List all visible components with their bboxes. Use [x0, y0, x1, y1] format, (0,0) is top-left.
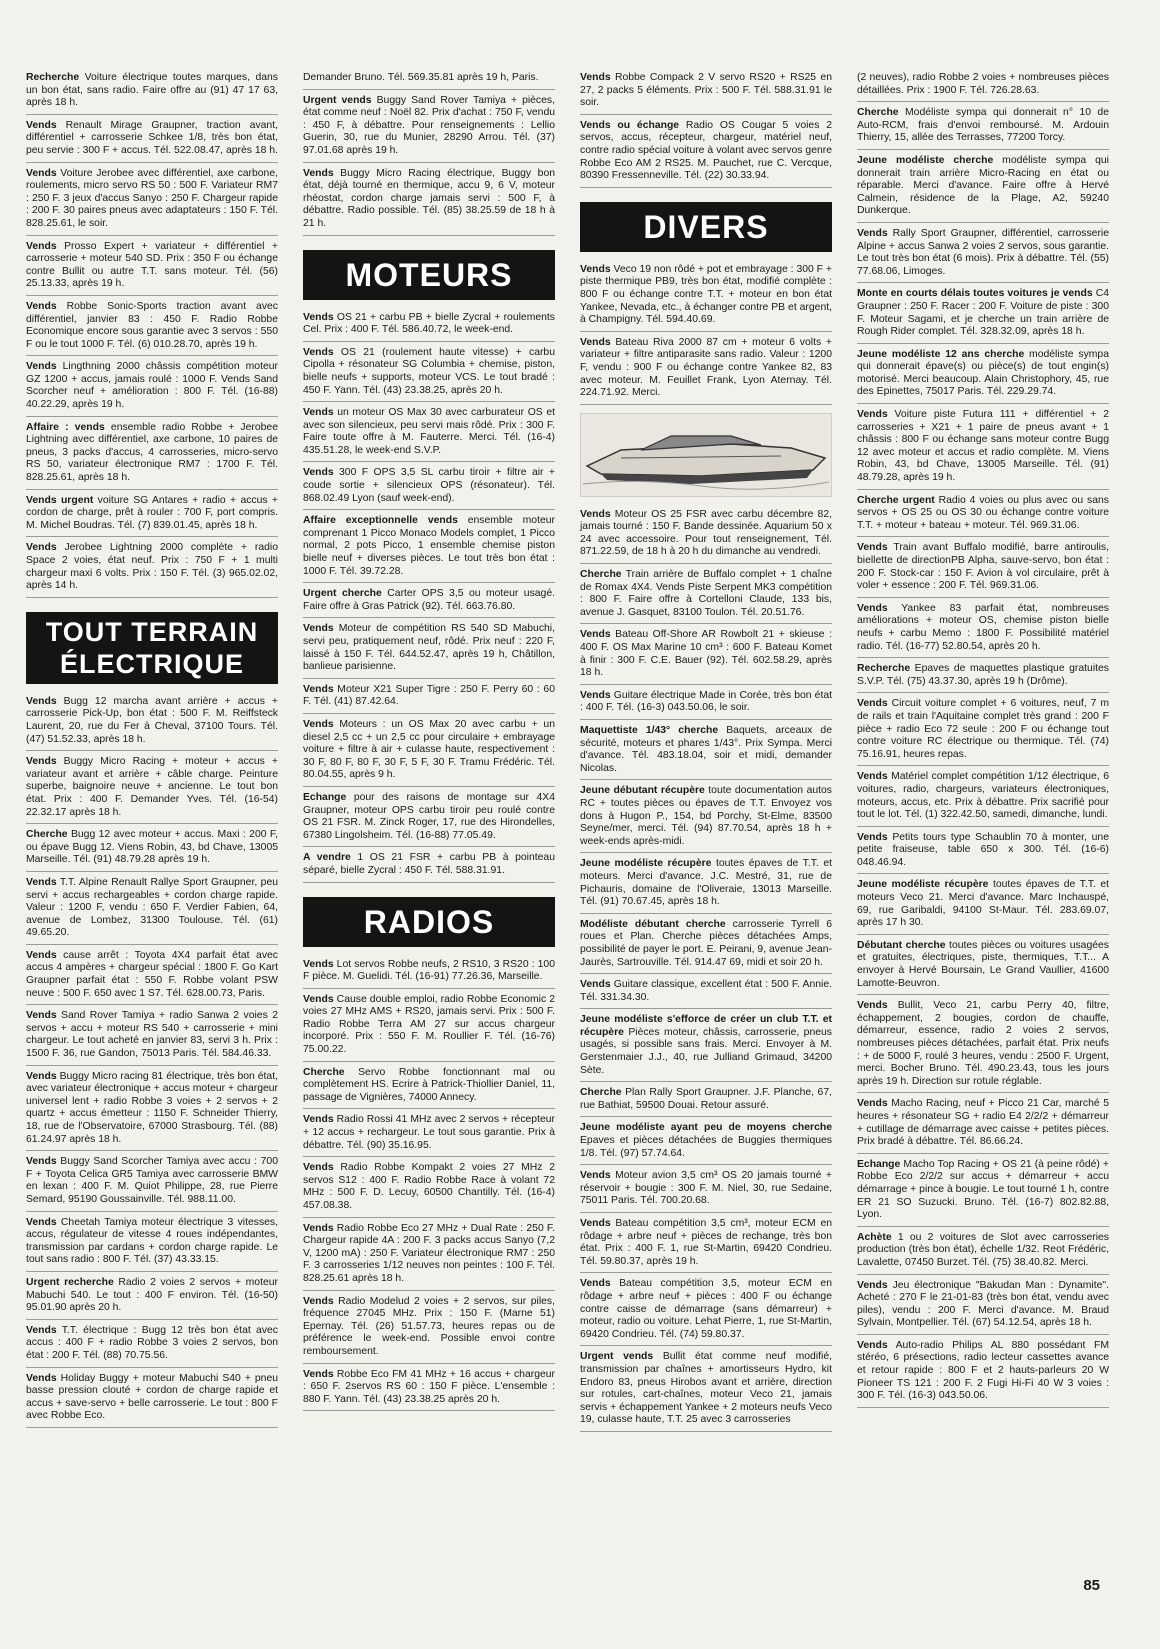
ad-lead: A vendre: [303, 852, 351, 864]
classified-ad: [26, 1010, 278, 1065]
classified-ad: [857, 542, 1109, 597]
ad-lead: Modéliste débutant cherche: [580, 918, 726, 930]
ad-lead: Vends: [26, 756, 57, 768]
ad-text: Bullit état comme neuf modifié, transmission par chaînes + amortisseurs Hydro, kit Endoro 83, pneus Hirobos avant et arrière, direction sur rotules, cart-chaînes, moteur Veco 21, jamais servis + échappement Yankee + 2 moteurs neufs Veco 19, culasse haute, T.T. 25 avec 3 carrosseries: [580, 1351, 832, 1426]
classified-ad: [26, 950, 278, 1005]
ad-lead: Vends: [303, 1368, 334, 1380]
ad-lead: Vends: [580, 629, 611, 641]
banner-line-2: ÉLECTRIQUE: [59, 648, 244, 679]
ad-text: toute documentation autos RC + toutes pièces ou épaves de T.T. Envoyez vos dons à Hugon P., 154, bd Porchy, St-Elme, 83500 Seyne/mer, merci. Tél. (94) 87.70.54, après 18 h + week-ends après-midi.: [580, 785, 832, 847]
classified-ad: [303, 168, 555, 236]
classified-ad: [857, 228, 1109, 283]
ad-text: T.T. Alpine Renault Rallye Sport Graupner, peu servi + accus rechargeables + cordon charge rapide. Valeur : 1200 F, vendu : 650 F. Verdier Fabien, 64, avenue de Lombez, 31300 Toulouse. Tél. (61) 49.65.20.: [26, 876, 278, 939]
ad-text: Sand Rover Tamiya + radio Sanwa 2 voies 2 servos + accu + moteur RS 540 + carrosserie + mini chargeur. Le tout acheté en janvier 83, servi 3 h. Prix : 1500 F. 36, rue Gandon, 75013 Paris. Tél. 584.46.33.: [26, 1010, 278, 1060]
classified-ad: [580, 120, 832, 188]
ad-text: Moteurs : un OS Max 20 avec carbu + un diesel 2,5 cc + un 2,5 cc pour circulaire + embrayage voiture + filtre à air + culasse haute, respectivement : 30 F, 80 F, 80 F, 30 F, 5 F, 30 F. Tramu Frédéric. Tél. 80.04.55, après 9 h.: [303, 718, 555, 781]
ad-lead: Vends: [580, 979, 611, 991]
ad-lead: Vends: [303, 683, 334, 695]
ad-text: Robbe Compack 2 V servo RS20 + RS25 en 27, 2 packs 5 éléments. Prix : 500 F. Tél. 588.31.91 le soir.: [580, 72, 832, 109]
ad-text: Bateau Riva 2000 87 cm + moteur 6 volts + variateur + filtre antiparasite sans radio. Valeur : 1200 F, vendu : 900 F ou échange contre Yankee 82, 83 avec moteur. M. Feuillet Frank, Lyon Aternay. Tél. 224.71.92. Merci.: [580, 336, 832, 399]
ad-text: toutes épaves de T.T. et moteurs. Merci d'avance. J.C. Mestré, 31, rue de Pichauris, domaine de l'Oliveraie, 13013 Marseille. Tél. (91) 70.67.45, après 18 h.: [580, 858, 832, 908]
classified-ad: [26, 241, 278, 296]
ad-lead: Vends ou échange: [580, 119, 680, 131]
ad-text: Train avant Buffalo modifié, barre antiroulis, biellette de directionPB Alpha, sauve-servo, bon état : 200 F. Stock-car : 150 F. Avion à vol circulaire, prêt à voler + essence : 200 F. Tél. 969.31.06.: [857, 542, 1109, 592]
classified-ad: [26, 877, 278, 945]
ad-lead: Vends: [857, 1000, 888, 1012]
ad-text: Bugg 12 marcha avant arrière + accus + carrosserie Pick-Up, bon état : 500 F. M. Reiffsteck Laurent, 20, rue du Fer à Cheval, 37100 Tours. Tél. (47) 51.52.33, après 18 h.: [26, 695, 278, 745]
ad-text: Cause double emploi, radio Robbe Economic 2 voies 27 MHz AMS + RS20, jamais servi. Prix : 500 F. Radio Robbe Terra AM 27 sur accus chargeur incorporé. Prix : 550 F. M. Roullier F. Tél. (16-76) 75.00.22.: [303, 993, 555, 1056]
ads-list: [303, 312, 555, 883]
ad-lead: Cherche: [580, 569, 622, 581]
ad-text: Macho Top Racing + OS 21 (à peine rôdé) + Robbe Eco 2/2/2 sur accus + démarreur + accu démarrage + pince à bougie. Le tout tourné 1 h, contre ER 21 SO Suzucki. Bruno. Tél. (16-7) 802.82.88, Lyon.: [857, 1158, 1109, 1221]
ad-text: Veco 19 non rôdé + pot et embrayage : 300 F + piste thermique PB9, très bon état, modifié complète : 800 F ou échange contre T.T. + moteur en bon état Yankee, Nevada, etc., à échanger contre PB et argent, à Champigny. Tél. 594.40.69.: [580, 263, 832, 326]
classified-ad: [857, 940, 1109, 995]
section-banner-divers: DIVERS: [580, 202, 832, 252]
ad-lead: Jeune modéliste ayant peu de moyens cherche: [580, 1122, 832, 1134]
column-4: [857, 72, 1109, 1413]
classified-ad: [857, 1000, 1109, 1093]
ad-lead: Jeune modéliste récupère: [580, 858, 712, 870]
ad-text: modéliste sympa qui donnerait train arrière Micro-Racing en état ou réparable. Merci d'avance. Faire offre à Hervé Calmein, résidence de la Plage, A2, 59240 Dunkerque.: [857, 154, 1109, 217]
ad-text: Bullit, Veco 21, carbu Perry 40, filtre, échappement, 2 bougies, cordon de chauffe, démarreur, essence, radio 2 voies 2 servos, nombreuses pièces détachées, parfait état. Prix neufs : + de 5000 F, roulé 3 heures, vendu : 2500 F. Urgent, merci. Bocher Bruno. Tél. 490.23.43, tous les jours après 19 h. Direction sur rotule réglable.: [857, 1000, 1109, 1087]
ad-text: Buggy Micro Racing + moteur + accus + variateur avant et arrière + câble charge. Peinture superbe, baignoire neuve + ancienne. Le tout bon état. Prix : 400 F. Demander Yves. Tél. (16-54) 22.32.17 après 18 h.: [26, 756, 278, 818]
ad-text: modéliste sympa qui donnerait épave(s) ou pièce(s) de tout engin(s) motorisé. Merci beaucoup. Alain Christophory, 45, rue des Epinettes, 75017 Paris. Tél. 229.29.74.: [857, 348, 1109, 398]
ad-lead: Vends: [303, 407, 334, 419]
ad-lead: Vends: [26, 542, 57, 554]
ad-text: Bateau Off-Shore AR Rowbolt 21 + skieuse : 400 F. OS Max Marine 10 cm³ : 600 F. Bateau Komet à finir : 300 F. C.E. Bauer (92). Tél. 602.58.29, après 18 h.: [580, 629, 832, 679]
ad-lead: Vends: [26, 695, 57, 707]
ad-text: Demander Bruno. Tél. 569.35.81 après 19 h, Paris.: [303, 72, 539, 83]
classified-ad: [857, 409, 1109, 490]
ad-lead: Vends: [303, 167, 334, 179]
classified-ad: [857, 107, 1109, 150]
ad-text: Rally Sport Graupner, différentiel, carrosserie Alpine + accus Sanwa 2 voies 2 servos, sous garantie. Le tout très bon état (6 mois). Prix à débattre. Tél. (55) 77.68.06, Limoges.: [857, 227, 1109, 277]
section-banner-radios: RADIOS: [303, 897, 555, 947]
ad-text: Robbe Sonic-Sports traction avant avec différentiel, janvier 83 : 450 F. Radio Robbe Economique encore sous garantie avec 3 servos : 550 F ou le tout 1000 F. Tél. (6) 010.28.70, après 19 h.: [26, 300, 278, 350]
classified-ad: [303, 95, 555, 163]
ad-lead: Affaire : vends: [26, 421, 105, 433]
ad-text: Bateau compétition 3,5, moteur ECM en rôdage + arbre neuf + pièces : 400 F ou échange contre caisse de démarrage (sans démarreur) + moteur, radio ou voiture. Lehat Pierre, 1, rue St-Martin, 69420 Condrieu. Tél. (74) 59.80.37.: [580, 1278, 832, 1340]
ad-lead: Vends: [26, 167, 57, 179]
ad-text: 300 F OPS 3,5 SL carbu tiroir + filtre air + coude sortie + silencieux OPS (résonateur). Tél. 868.02.49 Lyon (sauf week-end).: [303, 467, 555, 504]
classified-ad: [303, 312, 555, 342]
speedboat-photo: [580, 413, 832, 497]
ad-lead: Vends: [303, 1222, 334, 1234]
ad-lead: Maquettiste 1/43° cherche: [580, 725, 719, 736]
ad-lead: Urgent vends: [303, 94, 372, 106]
ad-text: OS 21 + carbu PB + bielle Zycral + roulements Cel. Prix : 400 F. Tél. 586.40.72, le week-end.: [303, 311, 555, 336]
classified-ad: [580, 785, 832, 853]
ad-lead: Vends: [857, 771, 888, 783]
ad-lead: Vends: [580, 72, 611, 83]
classified-ad: [303, 1369, 555, 1412]
classified-ad: [303, 792, 555, 847]
ad-text: Radio Rossi 41 MHz avec 2 servos + récepteur + 12 accus + rechargeur. Le tout sous garantie. Prix à débattre. Tél. (90) 35.16.95.: [303, 1114, 555, 1151]
ads-list: [303, 959, 555, 1412]
page-number: 85: [1083, 1577, 1100, 1594]
ad-lead: Vends: [303, 1114, 334, 1126]
ad-text: Moteur de compétition RS 540 SD Mabuchi, servi peu, pratiquement neuf, rôdé. Prix neuf : 220 F, laissé à 150 F. Tél. 644.52.47, après 19 h, Châtillon, banlieue parisienne.: [303, 623, 555, 673]
classified-ad: [857, 698, 1109, 766]
ad-lead: Vends: [857, 1098, 888, 1110]
classified-ad: [303, 852, 555, 882]
column-1: [26, 72, 278, 1433]
classified-ad: [580, 569, 832, 624]
classified-ad: [580, 337, 832, 405]
ad-text: toutes pièces ou voitures usagées et gratuites, électriques, piste, thermiques, T.T... A envoyer à Hervé Boursain, Le Grand Vaullier, 41600 Lamotte-Beuvron.: [857, 939, 1109, 989]
ad-lead: Vends: [303, 623, 334, 635]
classified-ad: [303, 994, 555, 1062]
classified-ad: [303, 407, 555, 462]
ad-text: ensemble radio Robbe + Jerobee Lightning avec différentiel, axe carbone, 10 paires de pneus, 3 packs d'accus, 4 carrosseries, micro-servo RS 50, variateur électronique RM7 : 1700 F. Tél. 828.25.61, après 18 h.: [26, 421, 278, 484]
classified-ad: [26, 696, 278, 751]
ad-lead: Vends: [303, 311, 334, 323]
ad-text: Train arrière de Buffalo complet + 1 chaîne de Romax 4X4. Vends Piste Serpent MK3 compétition : 800 F. Faire offre à Cortelloni Claude, 133 bis, avenue J. Gasquet, 83100 Toulon. Tél. 20.51.76.: [580, 569, 832, 618]
ad-lead: Vends: [580, 1278, 611, 1290]
classified-ad: [303, 1162, 555, 1217]
ad-lead: Vends: [580, 263, 611, 275]
classified-ad: [580, 979, 832, 1009]
ad-text: carrosserie Tyrrell 6 roues et Plan. Cherche pièces détachées Amps, possibilité de payer le port. E. Peirani, 9, avenue Jean-Jaurès, Sartrouville. Tél. 914.47 69, midi et soir 20 h.: [580, 918, 832, 968]
classified-ad: [857, 288, 1109, 343]
ads-list: [26, 72, 278, 598]
ad-text: OS 21 (roulement haute vitesse) + carbu Cipolla + résonateur SG Columbia + chemise, piston, bielle neufs + supports, moteur VCS. Le tout bradé : 450 F. Yann. Tél. (43) 23.38.25, après 20 h.: [303, 346, 555, 396]
ad-text: Auto-radio Philips AL 880 possédant FM stéréo, 6 présections, radio lecteur cassettes avance et retour rapide : 800 F et 2 hauts-parleurs 20 W Pioneer TS 121 : 200 F. 2 Fugi Hi-Fi 40 W 3 voies : 300 F. Tél. (16-3) 043.50.06.: [857, 1339, 1109, 1402]
classified-ad: [26, 495, 278, 538]
ad-lead: Achète: [857, 1231, 892, 1243]
ad-lead: Vends: [303, 1295, 334, 1307]
ad-lead: Cherche: [857, 107, 899, 119]
ad-lead: Vends: [303, 467, 334, 479]
ad-text: Prosso Expert + variateur + différentiel + carrosserie + moteur 540 SD. Prix : 350 F ou échange contre Bullit ou autre T.T. sans moteur. Tél. (56) 25.13.33, après 19 h.: [26, 240, 278, 290]
ad-text: Moteur X21 Super Tigre : 250 F. Perry 60 : 60 F. Tél. (41) 87.42.64.: [303, 683, 555, 708]
ad-lead: Vends: [857, 602, 888, 614]
classified-ad: [857, 603, 1109, 658]
ad-text: Circuit voiture complet + 6 voitures, neuf, 7 m de rails et train l'Aquitaine complet très grand : 200 F pièce + radio Eco 72 seule : 200 F ou échange tout contre voiture RC électrique ou thermique. Tél. (74) 75.16.91, heures repas.: [857, 698, 1109, 760]
classified-ad: [580, 264, 832, 332]
classified-ad: [580, 1014, 832, 1082]
ad-text: Voiture électrique toutes marques, dans un bon état, sans radio. Faire offre au (91) 47 17 63, après 18 h.: [26, 72, 278, 109]
ad-lead: Cherche urgent: [857, 494, 935, 506]
classified-ad: [580, 725, 832, 780]
classified-ad: [26, 168, 278, 236]
ad-lead: Urgent cherche: [303, 588, 382, 600]
ad-text: Radio Robbe Kompakt 2 voies 27 MHz 2 servos S12 : 400 F. Radio Robbe Race à volant 72 MHz : 500 F. D. Lecuy, 60500 Chantilly. Tél. (16-4) 457.08.38.: [303, 1162, 555, 1211]
ad-lead: Echange: [303, 791, 347, 803]
classified-ad: [857, 1232, 1109, 1275]
classified-ad: [303, 1114, 555, 1157]
classified-ad: [303, 72, 555, 90]
ad-lead: Vends: [26, 1372, 57, 1384]
ad-lead: Vends: [303, 958, 334, 970]
classified-ad: [580, 1351, 832, 1432]
ad-lead: Vends: [857, 1279, 888, 1291]
ad-lead: Débutant cherche: [857, 939, 946, 951]
ad-text: Yankee 83 parfait état, nombreuses améliorations + moteur OS, chemise piston bielle neufs + carbu Memo : 1800 F. Possibilité matériel radio. Tél. (16-77) 52.80.54, après 20 h.: [857, 602, 1109, 652]
classified-ad: [26, 422, 278, 490]
classified-ad: [26, 542, 278, 597]
ad-text: (2 neuves), radio Robbe 2 voies + nombreuses pièces détaillées. Prix : 1900 F. Tél. 726.28.63.: [857, 72, 1109, 96]
ad-lead: Jeune modéliste cherche: [857, 154, 994, 166]
classified-ad: [303, 1067, 555, 1110]
classified-ad: [857, 771, 1109, 826]
classified-ad: [580, 509, 832, 564]
ad-lead: Cherche: [303, 1066, 345, 1078]
ad-lead: Jeune débutant récupère: [580, 785, 705, 797]
ads-list: [26, 696, 278, 1428]
ad-lead: Vends: [303, 718, 334, 730]
ads-list: [857, 72, 1109, 1408]
classified-ad: [857, 832, 1109, 875]
ad-text: voiture SG Antares + radio + accus + cordon de charge, prêt à rouler : 700 F, port compris. M. Michel Boudras. Tél. (7) 839.01.45, après 18 h.: [26, 494, 279, 531]
ads-list: [580, 509, 832, 1432]
ad-lead: Cherche: [580, 1087, 622, 1099]
classified-ad: [26, 756, 278, 824]
ad-lead: Vends: [857, 831, 888, 843]
ad-text: C4 Graupner : 250 F. Racer : 200 F. Voiture de piste : 300 F. Moteur Sagami, et je cherche un train arrière de Rough Rider complet. Tél. 328.32.09, après 18 h.: [857, 288, 1109, 338]
classified-ad: [857, 1159, 1109, 1227]
ad-lead: Vends: [26, 1010, 57, 1022]
classified-ad: [303, 1296, 555, 1364]
ad-text: Radio Robbe Eco 27 MHz + Dual Rate : 250 F. Chargeur rapide 4A : 200 F. 3 packs accus Sanyo (7,2 V, 1200 mA) : 250 F. Variateur électronique RM7 : 250 F. 3 carrosseries 1/12 neuves non peintes : 100 F. Tél. 828.25.61 après 18 h.: [303, 1222, 555, 1284]
speedboat-illustration: [581, 414, 831, 496]
ad-text: Carter OPS 3,5 ou moteur usagé. Faire offre à Gras Patrick (92). Tél. 663.76.80.: [303, 588, 555, 612]
ad-text: toutes épaves de T.T. et moteurs Veco 21. Merci d'avance. Marc Inchauspé, 69, rue Garibaldi, 94100 St-Maur. Tél. 283.69.07, après 17 h 30.: [857, 879, 1109, 929]
classified-ad: [303, 467, 555, 510]
classified-ad: [303, 588, 555, 618]
classified-ad: [857, 155, 1109, 223]
classified-ad: [26, 1217, 278, 1272]
ad-lead: Vends: [26, 1216, 57, 1228]
ad-lead: Vends: [26, 876, 57, 888]
classified-ad: [303, 347, 555, 402]
ad-text: Voiture piste Futura 111 + différentiel + 2 carrosseries + X21 + 1 paire de pneus avant + 1 châssis : 800 F ou échange sans moteur contre Bugg 12 avec moteur et accus et radio complète. M. Viens Robin, 43, bd Chave, 13005 Marseille. Tél. (91) 48.79.28, après 19 h.: [857, 409, 1109, 484]
ads-list: [580, 264, 832, 405]
ad-text: un moteur OS Max 30 avec carburateur OS et avec son silencieux, peu servi mais rôdé. Prix : 300 F. Faire toute offre à M. Fauterre. Merci. Tél. (16-4) 435.51.28, le week-end S.V.P.: [303, 407, 555, 456]
classified-ad: [26, 1325, 278, 1368]
classified-ad: [580, 858, 832, 913]
ad-text: Lingthning 2000 châssis compétition moteur GZ 1200 + accus, jamais roulé : 1000 F. Vends Sand Scorcher neuf + amélioration : 800 F. Tél. (16-88) 40.22.29, après 19 h.: [26, 361, 278, 411]
ad-text: Buggy Micro racing 81 électrique, très bon état, avec variateur électronique + accus moteur + chargeur universel lent + radio Robbe 3 voies + 2 servos + 2 quartz + accus émetteur : 1150 F. Schneider Thierry, 18, rue de l'Observatoire, 67000 Strasbourg. Tél. (88) 61.24.97 après 18 h.: [26, 1070, 278, 1145]
classified-ad: [26, 829, 278, 872]
classified-ad: [857, 1098, 1109, 1153]
ad-lead: Jeune modéliste 12 ans cherche: [857, 348, 1025, 360]
classified-ad: [303, 684, 555, 714]
ad-text: Jeu électronique "Bakudan Man : Dynamite". Acheté : 270 F le 21-01-83 (très bon état, vendu avec piles), vendu : 200 F. Merci d'avance. M. Braud Sylvain, Montpellier. Tél. (67) 54.12.54, après 18 h.: [857, 1279, 1109, 1329]
classified-ad: [26, 72, 278, 115]
ad-lead: Vends: [26, 949, 57, 961]
ad-text: Voiture Jerobee avec différentiel, axe carbone, roulements, micro servo RS 50 : 500 F. Variateur RM7 : 250 F. 3 jeux d'accus Sanyo : 250 F. Chargeur rapide : 200 F. 30 paires pneus avec adaptateurs : 150 F. Tél. 828.25.61, le soir.: [26, 167, 278, 229]
ad-lead: Vends: [857, 698, 888, 710]
ad-lead: Vends: [580, 508, 611, 520]
classified-ad: [580, 919, 832, 974]
ad-text: Radio Modelud 2 voies + 2 servos, sur piles, fréquence 27045 MHz. Prix : 150 F. (Marne 51) Epernay. Tél. (26) 51.57.73, heures repas ou de préférence le week-end. Possible envoi contre remboursement.: [303, 1295, 555, 1357]
ad-text: Macho Racing, neuf + Picco 21 Car, marché 5 heures + résonateur SG + radio E4 2/2/2 + démarreur + cutillage de démarrage avec caisse + petites pièces. Prix bradé à débattre. Tél. 86.66.24.: [857, 1098, 1109, 1148]
ad-text: Buggy Sand Scorcher Tamiya avec accu : 700 F + Toyota Celica GR5 Tamiya avec carrosserie BMW en lexan : 400 F. M. Quiot Philippe, 28, rue Pierre Semard, 95190 Goussainville. Tél. 988.11.00.: [26, 1156, 278, 1205]
ad-text: 1 OS 21 FSR + carbu PB à pointeau séparé, bielle Zycral : 450 F. Tél. 588.31.91.: [303, 852, 555, 876]
classified-ad: [580, 1087, 832, 1117]
ad-text: Bateau compétition 3,5 cm³, moteur ECM en rôdage + arbre neuf + pièces de rechange, très bon état. Prix : 400 F. 1, rue St-Martin, 69420 Condrieu. Tél. 59.80.37, après 19 h.: [580, 1218, 832, 1267]
classified-ad: [26, 301, 278, 356]
classified-ad: [303, 515, 555, 583]
classified-ad: [580, 1170, 832, 1213]
classified-ad: [857, 349, 1109, 404]
ad-text: Guitare classique, excellent état : 500 F. Annie. Tél. 331.34.30.: [580, 979, 832, 1003]
ad-text: Modéliste sympa qui donnerait n° 10 de Auto-RCM, frais d'envoi remboursé. M. Ardouin Thierry, 15, allée des Terrasses, 77200 Torcy.: [857, 107, 1109, 144]
ad-lead: Vends: [303, 346, 334, 358]
classified-ad: [26, 1373, 278, 1428]
classified-ad: [26, 1156, 278, 1211]
ad-text: Holiday Buggy + moteur Mabuchi S40 + pneu basse pression clouté + cordon de charge rapide et accus + save-servo + belle carrosserie. Le tout : 800 F avec Robbe Eco.: [26, 1372, 278, 1422]
ad-lead: Vends: [26, 361, 57, 373]
ad-lead: Vends: [857, 227, 888, 239]
column-3: [580, 72, 832, 1437]
classified-ad: [857, 1340, 1109, 1408]
ad-text: Robbe Eco FM 41 MHz + 16 accus + chargeur : 650 F. 2servos RS 60 : 150 F pièce. L'ensemble : 880 F. Yann. Tél. (43) 23.38.25 après 20 h.: [303, 1368, 555, 1405]
ad-lead: Affaire exceptionnelle vends: [303, 515, 458, 527]
ad-lead: Cherche: [26, 829, 68, 841]
ad-lead: Vends: [26, 1070, 57, 1082]
ad-lead: Jeune modéliste s'efforce de créer un club T.T. et récupère: [580, 1014, 832, 1038]
ad-text: Epaves et pièces détachées de Buggies thermiques 1/8. Tél. (97) 57.74.64.: [580, 1135, 832, 1159]
section-banner-moteurs: MOTEURS: [303, 250, 555, 300]
classified-ad: [303, 623, 555, 678]
ad-lead: Vends urgent: [26, 494, 94, 506]
ad-lead: Vends: [303, 993, 334, 1005]
classified-ad: [580, 1278, 832, 1346]
classified-ad: [26, 1277, 278, 1320]
ad-text: T.T. électrique : Bugg 12 très bon état avec accus : 400 F + radio Robbe 3 voies 2 servos, bon état : 200 F. Tél. (88) 70.75.56.: [26, 1324, 278, 1361]
ad-text: Matériel complet compétition 1/12 électrique, 6 voitures, radio, chargeurs, variateurs électroniques, moteurs, accus, etc. Prix à débattre. Prix sacrifié pour tout le lot. Tél. (1) 322.42.50, samedi, dimanche, lundi.: [857, 771, 1109, 821]
ad-lead: Vends: [857, 1339, 888, 1351]
ad-lead: Vends: [26, 1324, 57, 1336]
ad-text: Servo Robbe fonctionnant mal ou complètement HS. Ecrire à Patrick-Thiollier Daniel, 11, passage de Vignières, 74000 Annecy.: [303, 1066, 555, 1103]
ad-text: pour des raisons de montage sur 4X4 Graupner, moteur OPS carbu tiroir peu roulé contre OS 21 FSR. M. Zinck Roger, 17, rue des Hirondelles, 67380 Lingolsheim. Tél. (16-88) 77.05.49.: [303, 791, 555, 841]
ad-lead: Vends: [857, 409, 888, 421]
classified-ad: [303, 959, 555, 989]
classified-ad: [857, 1280, 1109, 1335]
section-banner-tout-terrain: [26, 612, 278, 684]
classified-ad: [580, 629, 832, 684]
classified-ad: [857, 663, 1109, 693]
ad-lead: Echange: [857, 1158, 901, 1170]
classified-ad: [857, 879, 1109, 934]
ad-text: Bugg 12 avec moteur + accus. Maxi : 200 F, ou épave Bugg 12. Viens Robin, 43, bd Chave, 13005 Marseille. Tél. (91) 48.79.28 après 19 h.: [26, 829, 278, 866]
ad-text: Cheetah Tamiya moteur électrique 3 vitesses, accus, régulateur de vitesse 4 roues indépendantes, transmission par cardans + cordon charge rapide. Le tout sans radio : 800 F. Tél. (37) 43.33.15.: [26, 1216, 278, 1266]
ad-text: Baquets, arceaux de sécurité, moteurs et phares 1/43°. Prix Sympa. Merci d'avance. Tél. 483.18.04, soir et midi, demander Nicolas.: [580, 725, 832, 774]
ad-lead: Vends: [26, 1156, 57, 1168]
ad-text: Epaves de maquettes plastique gratuites S.V.P. Tél. (75) 43.37.30, après 19 h (Drôme).: [857, 663, 1109, 687]
ad-lead: Urgent vends: [580, 1351, 654, 1363]
ad-lead: Monte en courts délais toutes voitures je vends: [857, 288, 1093, 300]
ad-text: cause arrêt : Toyota 4X4 parfait état avec accus 4 ampères + chargeur spécial : 1800 F. Go Kart Graupner parfait état : 550 F. Robbe volant PSW neuve : 500 F. 650 avec 1 S7. Tél. 628.00.73, Paris.: [26, 949, 278, 999]
ad-text: Guitare électrique Made in Corée, très bon état : 400 F. Tél. (16-3) 043.50.06, le soir.: [580, 689, 832, 714]
ad-lead: Vends: [580, 1170, 611, 1182]
banner-line-1: TOUT TERRAIN: [45, 616, 259, 647]
ad-text: Jerobee Lightning 2000 complète + radio Space 2 voies, état neuf. Prix : 750 F + 1 multi chargeur maxi 6 volts. Prix : 150 F. Tél. (3) 965.02.02, après 14 h.: [26, 542, 278, 592]
classified-ad: [303, 1223, 555, 1291]
classified-ad: [857, 495, 1109, 538]
ad-text: Moteur OS 25 FSR avec carbu décembre 82, jamais tourné : 150 F. Bande dessinée. Aquarium 50 x 24 avec accessoire. Pour tout renseignement, Tél. 871.22.59, de 18 h à 20 h du dimanche au vendredi.: [580, 508, 832, 558]
ads-list: [580, 72, 832, 188]
ad-lead: Vends: [26, 119, 57, 131]
classified-ad: [26, 1071, 278, 1152]
ad-lead: Vends: [580, 336, 611, 348]
ad-text: Buggy Sand Rover Tamiya + pièces, état comme neuf : Noël 82. Prix d'achat : 750 F, vendu : 450 F, à débattre. Pour renseignements : Lellio Guerin, 30, rue du Munier, 28290 Arrou. Tél. (37) 97.01.68 après 19 h.: [303, 94, 555, 156]
ad-lead: Vends: [26, 240, 57, 252]
classified-ad: [580, 72, 832, 115]
ad-lead: Vends: [580, 689, 611, 701]
ads-list: [303, 72, 555, 236]
ad-text: ensemble moteur comprenant 1 Picco Monaco Models complet, 1 Picco normal, 2 pots Picco, 1 ensemble chemise piston bielle neuf + diverses pièces. Le tout très bon état : 1000 F. Tél. 39.72.28.: [303, 515, 555, 577]
ad-lead: Vends: [26, 300, 57, 312]
classified-ad: [303, 719, 555, 787]
classified-ad: [857, 72, 1109, 102]
classified-ad: [26, 361, 278, 416]
ad-text: Radio OS Cougar 5 voies 2 servos, accus, récepteur, chargeur, matériel neuf, contre radio spécial voiture à volant avec servos genre Robbe Eco AM 2 RS25. M. Pauchet, rue C. Vercque, 80390 Fressenneville. Tél. (22) 30.33.94.: [580, 119, 832, 182]
ad-text: Moteur avion 3,5 cm³ OS 20 jamais tourné + réservoir + bougie : 300 F. M. Niel, 30, rue Sedaine, 75011 Paris. Tél. 700.20.68.: [580, 1170, 832, 1207]
ad-lead: Urgent recherche: [26, 1276, 114, 1288]
ad-text: Lot servos Robbe neufs, 2 RS10, 3 RS20 : 100 F pièce. M. Guelidi. Tél. (16-91) 77.26.36, Marseille.: [303, 958, 555, 983]
ad-text: Plan Rally Sport Graupner. J.F. Planche, 67, rue Bathiat, 59500 Douai. Retour assuré.: [580, 1087, 832, 1111]
ad-lead: Vends: [857, 542, 888, 554]
ad-lead: Recherche: [857, 663, 911, 675]
ad-text: Radio 4 voies ou plus avec ou sans servos + OS 25 ou OS 30 ou échange contre voiture T.T. + moteur + bateau + moteur. Tél. 969.31.06.: [857, 494, 1109, 531]
classified-ad: [26, 120, 278, 163]
ad-lead: Jeune modéliste récupère: [857, 879, 989, 891]
ad-text: Buggy Micro Racing électrique, Buggy bon état, déjà tourné en thermique, accu 9, 6 V, moteur rhéostat, cordon charge jamais servi : 500 F, à débattre. Radio possible. Tél. (85) 38.25.59 de 18 h à 21 h.: [303, 167, 555, 229]
ad-text: Radio 2 voies 2 servos + moteur Mabuchi 540. Le tout : 400 F environ. Tél. (16-50) 95.01.90 après 20 h.: [26, 1276, 278, 1314]
ad-text: Pièces moteur, châssis, carrosserie, pneus usagés, si possible sans frais. Merci. Envoyer à M. Gerstenmaier J.J., 40, rue Julliand Grimaud, 34200 Sète.: [580, 1026, 832, 1076]
ad-text: 1 ou 2 voitures de Slot avec carrosseries production (très bon état), échelle 1/32. Reot Frédéric, Lavalette, 07450 Burzet. Tél. (75) 38.40.82. Merci.: [857, 1231, 1109, 1268]
ad-text: Renault Mirage Graupner, traction avant, différentiel + carrosserie Schkee 1/8, très bon état, peu servie : 300 F + accus. Tél. 522.08.47, après 18 h.: [26, 119, 278, 156]
classified-ad: [580, 690, 832, 720]
classified-ad: [580, 1218, 832, 1273]
ad-lead: Recherche: [26, 72, 80, 83]
ad-lead: Vends: [303, 1162, 334, 1174]
column-2: [303, 72, 555, 1416]
ad-text: Petits tours type Schaublin 70 à monter, une petite fraiseuse, table 650 x 300. Tél. (16-6) 048.46.94.: [857, 831, 1109, 868]
ad-lead: Vends: [580, 1218, 611, 1229]
classified-ad: [580, 1122, 832, 1165]
